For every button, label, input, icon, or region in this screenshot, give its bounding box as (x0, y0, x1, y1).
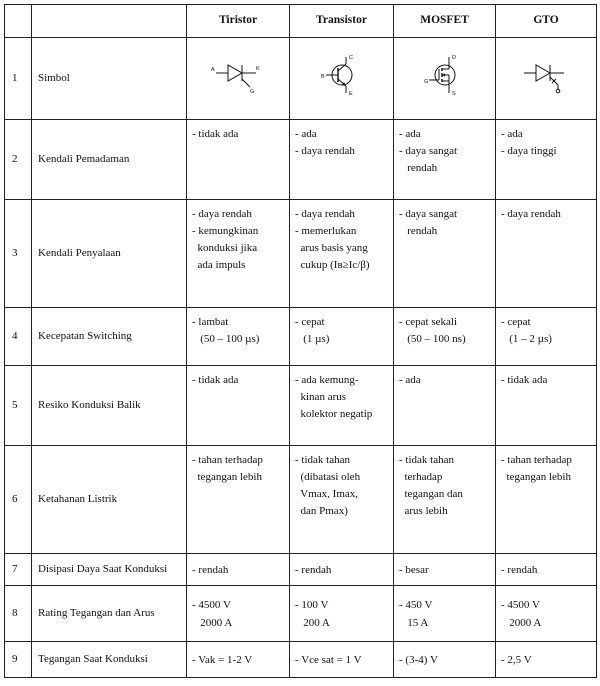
row-number: 8 (5, 586, 32, 642)
cell-line: - cepat (501, 316, 531, 328)
cell-line: - daya rendah (192, 208, 252, 220)
cell-line: - ada kemung- (295, 374, 359, 386)
cell-line: - 2,5 V (501, 653, 532, 666)
bjt-transistor-symbol-icon (312, 49, 372, 101)
header-row (5, 5, 597, 38)
mosfet-cell (394, 308, 496, 366)
table-row (5, 446, 597, 554)
transistor-cell (290, 642, 394, 678)
transistor-cell (290, 308, 394, 366)
cell-line: rendah (399, 162, 438, 175)
cell-line: - Vak = 1-2 V (192, 653, 253, 666)
mosfet-cell (394, 200, 496, 308)
cell-line: - rendah (192, 563, 229, 576)
cell-line: (1 µs) (295, 333, 330, 346)
cell-line: - rendah (295, 563, 332, 576)
cell-line: kinan arus (295, 391, 347, 404)
row-parameter: Kendali Penyalaan (32, 200, 187, 308)
mosfet-cell (394, 366, 496, 446)
header-mosfet: MOSFET (394, 5, 496, 38)
tiristor-label-k: K (256, 66, 260, 73)
header-transistor: Transistor (290, 5, 394, 38)
tiristor-symbol-cell (187, 38, 290, 120)
cell-line: - ada (295, 128, 317, 140)
header-gto: GTO (496, 5, 597, 38)
transistor-cell (290, 554, 394, 586)
transistor-symbol-cell (290, 38, 394, 120)
cell-line: konduksi jika (192, 242, 258, 255)
row-number: 4 (5, 308, 32, 366)
row-parameter: Tegangan Saat Konduksi (32, 642, 187, 678)
header-parameter (32, 5, 187, 38)
cell-line: - daya rendah (295, 208, 355, 220)
cell-line: tegangan dan (399, 488, 463, 501)
gto-symbol-cell (496, 38, 597, 120)
mosfet-label-d: D (451, 55, 456, 62)
tiristor-cell (187, 586, 290, 642)
cell-line: tegangan lebih (192, 471, 262, 484)
cell-line: kolektor negatip (295, 408, 373, 421)
tiristor-cell (187, 366, 290, 446)
header-num (5, 5, 32, 38)
row-number: 2 (5, 120, 32, 200)
cell-line: tegangan lebih (501, 471, 571, 484)
cell-line: - 4500 V (501, 599, 540, 612)
cell-line: - tahan terhadap (192, 454, 263, 466)
cell-line: - tidak ada (192, 128, 239, 140)
mosfet-cell (394, 586, 496, 642)
mosfet-cell (394, 446, 496, 554)
cell-line: arus basis yang (295, 242, 368, 255)
cell-line: arus lebih (399, 505, 448, 518)
transistor-cell (290, 446, 394, 554)
cell-line: - Vce sat = 1 V (295, 653, 362, 666)
cell-line: - lambat (192, 316, 229, 328)
transistor-cell (290, 200, 394, 308)
row-parameter: Kendali Pemadaman (32, 120, 187, 200)
table-row (5, 200, 597, 308)
cell-line: - daya sangat (399, 208, 458, 220)
table-row-simbol (5, 38, 597, 120)
cell-line: rendah (399, 225, 438, 238)
cell-line: - daya sangat (399, 145, 458, 158)
transistor-cell (290, 120, 394, 200)
cell-line: - ada (399, 128, 421, 140)
cell-line: - 450 V (399, 599, 433, 612)
row-number: 7 (5, 554, 32, 586)
gto-symbol-icon (514, 53, 578, 97)
cell-line: Vmax, Imax, (295, 488, 359, 501)
cell-line: dan Pmax) (295, 505, 348, 518)
cell-line: - kemungkinan (192, 225, 259, 238)
table-row (5, 308, 597, 366)
gto-cell (496, 586, 597, 642)
row-number: 5 (5, 366, 32, 446)
tiristor-cell (187, 308, 290, 366)
row-parameter: Rating Tegangan dan Arus (32, 586, 187, 642)
cell-line: - tahan terhadap (501, 454, 572, 466)
cell-line: - tidak ada (192, 374, 239, 386)
cell-line: 15 A (399, 616, 429, 629)
tiristor-cell (187, 642, 290, 678)
cell-line: - (3-4) V (399, 653, 438, 666)
cell-line: - 4500 V (192, 599, 231, 612)
cell-line: terhadap (399, 471, 443, 484)
mosfet-symbol-icon (415, 49, 475, 101)
row-number: 3 (5, 200, 32, 308)
gto-cell (496, 446, 597, 554)
cell-line: (1 – 2 µs) (501, 333, 552, 346)
cell-line: - cepat sekali (399, 316, 458, 328)
comparison-table (4, 4, 597, 678)
tiristor-cell (187, 554, 290, 586)
gto-cell (496, 120, 597, 200)
table-row (5, 586, 597, 642)
row-number: 9 (5, 642, 32, 678)
cell-line: - rendah (501, 563, 538, 576)
mosfet-cell (394, 642, 496, 678)
header-tiristor: Tiristor (187, 5, 290, 38)
row-parameter: Ketahanan Listrik (32, 446, 187, 554)
mosfet-symbol-cell (394, 38, 496, 120)
cell-line: - 100 V (295, 599, 329, 612)
cell-line: 2000 A (192, 616, 233, 629)
transistor-label-e: E (348, 91, 353, 98)
cell-line: 2000 A (501, 616, 542, 629)
cell-line: - tidak tahan (295, 454, 350, 466)
row-parameter: Disipasi Daya Saat Konduksi (32, 554, 187, 586)
cell-line: - cepat (295, 316, 325, 328)
table-row (5, 642, 597, 678)
tiristor-label-a: A (211, 67, 215, 74)
tiristor-label-g: G (250, 89, 255, 96)
cell-line: - daya rendah (501, 208, 561, 220)
cell-line: - tidak ada (501, 374, 548, 386)
cell-line: - tidak tahan (399, 454, 454, 466)
cell-line: - ada (399, 374, 421, 386)
cell-line: ada impuls (192, 259, 246, 272)
mosfet-label-s: S (451, 91, 456, 98)
gto-cell (496, 554, 597, 586)
cell-line: - memerlukan (295, 225, 357, 238)
table-row (5, 554, 597, 586)
tiristor-cell (187, 200, 290, 308)
row-parameter: Resiko Konduksi Balik (32, 366, 187, 446)
transistor-label-c: C (348, 55, 353, 62)
cell-line: (50 – 100 µs) (192, 333, 260, 346)
transistor-label-b: B (320, 74, 325, 81)
mosfet-label-g: G (423, 79, 428, 86)
row-number: 1 (5, 38, 32, 120)
table-row (5, 120, 597, 200)
gto-cell (496, 366, 597, 446)
cell-line: (50 – 100 ns) (399, 333, 466, 346)
cell-line: cukup (Iʙ≥Ic/β) (295, 259, 370, 272)
transistor-cell (290, 366, 394, 446)
table-row (5, 366, 597, 446)
cell-line: - besar (399, 563, 429, 576)
cell-line: - daya tinggi (501, 145, 557, 158)
tiristor-cell (187, 120, 290, 200)
thyristor-symbol-icon (206, 53, 270, 97)
transistor-cell (290, 586, 394, 642)
row-parameter: Simbol (32, 38, 187, 120)
row-parameter: Kecepatan Switching (32, 308, 187, 366)
cell-line: 200 A (295, 616, 330, 629)
cell-line: - ada (501, 128, 523, 140)
tiristor-cell (187, 446, 290, 554)
mosfet-cell (394, 120, 496, 200)
cell-line: (dibatasi oleh (295, 471, 361, 484)
gto-cell (496, 200, 597, 308)
row-number: 6 (5, 446, 32, 554)
gto-cell (496, 308, 597, 366)
mosfet-cell (394, 554, 496, 586)
gto-cell (496, 642, 597, 678)
cell-line: - daya rendah (295, 145, 355, 158)
